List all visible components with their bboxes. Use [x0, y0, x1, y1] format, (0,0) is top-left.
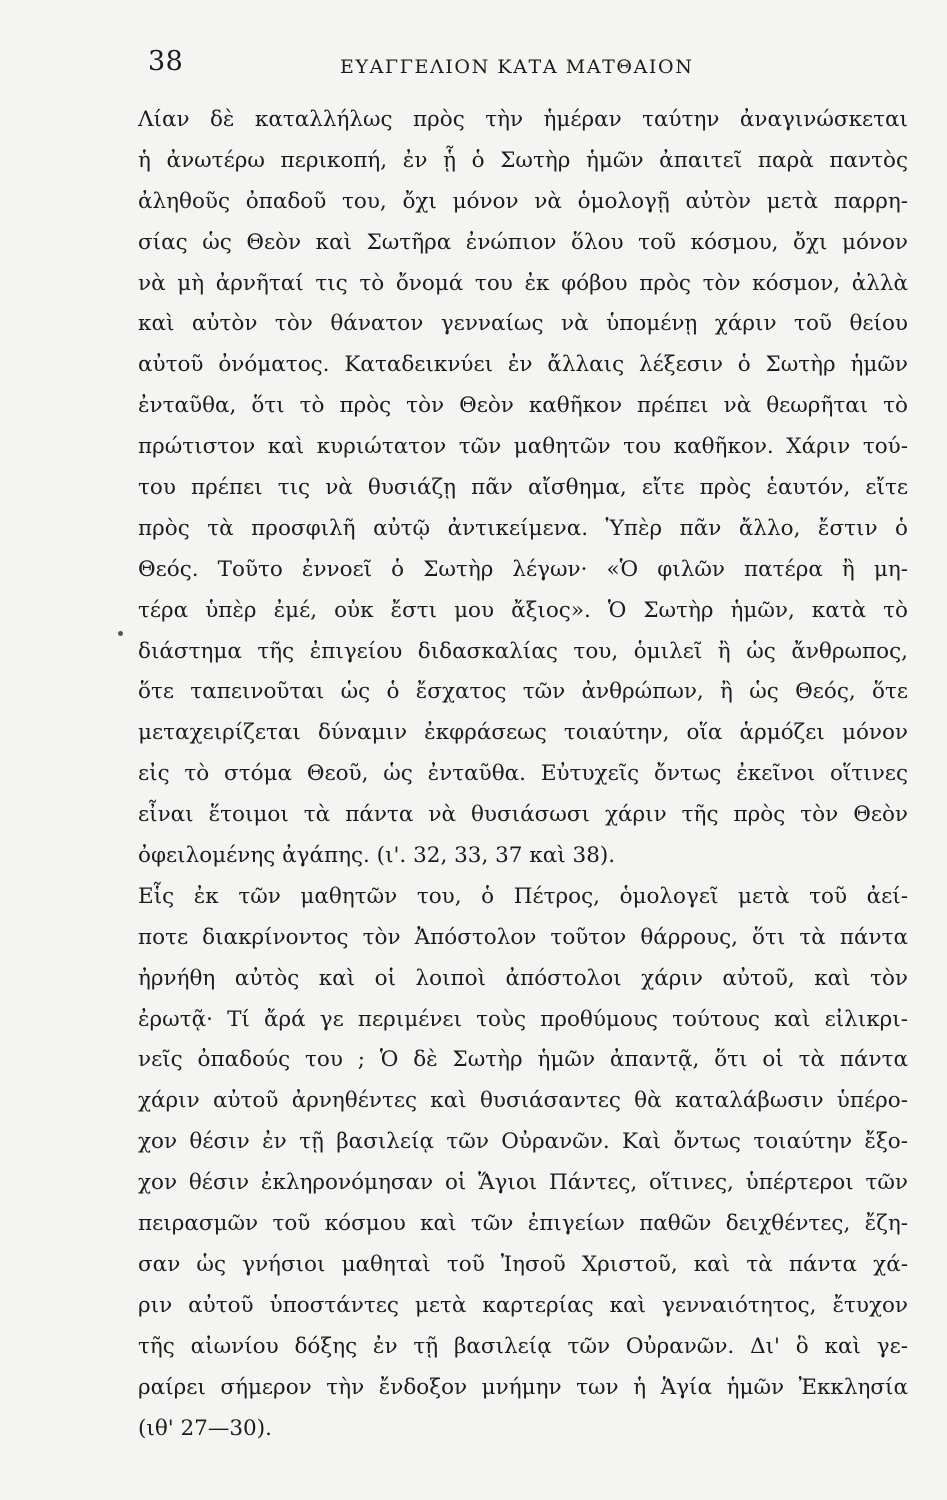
text-line: πειρασμῶν τοῦ κόσμου καὶ τῶν ἐπιγείων παθῶν δειχθέντες, ἔζη- — [138, 1211, 908, 1237]
text-line: ἐνταῦθα, ὅτι τὸ πρὸς τὸν Θεὸν καθῆκον πρέπει νὰ θεωρῆται τὸ — [138, 393, 908, 419]
text-line: ποτε διακρίνοντος τὸν Ἀπόστολον τοῦτον θάρρους, ὅτι τὰ πάντα — [138, 924, 908, 950]
text-line: σαν ὡς γνήσιοι μαθηταὶ τοῦ Ἰησοῦ Χριστοῦ, καὶ τὰ πάντα χά- — [138, 1251, 908, 1277]
text-line: νὰ μὴ ἀρνῆταί τις τὸ ὄνομά του ἐκ φόβου πρὸς τὸν κόσμον, ἀλλὰ — [138, 270, 908, 296]
text-line: αὐτοῦ ὀνόματος. Καταδεικνύει ἐν ἄλλαις λέξεσιν ὁ Σωτὴρ ἡμῶν — [138, 352, 908, 378]
text-line: καὶ αὐτὸν τὸν θάνατον γενναίως νὰ ὑπομένῃ χάριν τοῦ θείου — [138, 311, 908, 337]
page-number: 38 — [148, 46, 184, 77]
text-line: τέρα ὑπὲρ ἐμέ, οὐκ ἔστι μου ἄξιος». Ὁ Σωτὴρ ἡμῶν, κατὰ τὸ — [138, 597, 908, 623]
text-line: διάστημα τῆς ἐπιγείου διδασκαλίας του, ὁμιλεῖ ἢ ὡς ἄνθρωπος, — [138, 638, 908, 664]
text-line: Εἷς ἐκ τῶν μαθητῶν του, ὁ Πέτρος, ὁμολογεῖ μετὰ τοῦ ἀεί- — [138, 883, 908, 909]
text-line: ὅτε ταπεινοῦται ὡς ὁ ἔσχατος τῶν ἀνθρώπων, ἢ ὡς Θεός, ὅτε — [138, 679, 908, 705]
text-line: εἰς τὸ στόμα Θεοῦ, ὡς ἐνταῦθα. Εὐτυχεῖς ὄντως ἐκεῖνοι οἵτινες — [138, 761, 908, 787]
text-line: πρώτιστον καὶ κυριώτατον τῶν μαθητῶν του καθῆκον. Χάριν τού- — [138, 434, 908, 460]
text-line: Λίαν δὲ καταλλήλως πρὸς τὴν ἡμέραν ταύτην ἀναγινώσκεται — [138, 107, 908, 132]
text-line: σίας ὡς Θεὸν καὶ Σωτῆρα ἐνώπιον ὅλου τοῦ κόσμου, ὄχι μόνον — [138, 229, 908, 255]
body-text — [138, 100, 908, 1449]
text-line: χον θέσιν ἐν τῇ βασιλείᾳ τῶν Οὐρανῶν. Καὶ ὄντως τοιαύτην ἔξο- — [138, 1129, 908, 1155]
text-line: τῆς αἰωνίου δόξης ἐν τῇ βασιλείᾳ τῶν Οὐρανῶν. Δι' ὃ καὶ γε- — [138, 1333, 908, 1359]
text-line: ἀληθοῦς ὀπαδοῦ του, ὄχι μόνον νὰ ὁμολογῇ αὐτὸν μετὰ παρρη- — [138, 188, 908, 214]
text-line: μεταχειρίζεται δύναμιν ἐκφράσεως τοιαύτην, οἵα ἁρμόζει μόνον — [138, 720, 908, 746]
text-line: νεῖς ὀπαδούς του ; Ὁ δὲ Σωτὴρ ἡμῶν ἀπαντᾷ, ὅτι οἱ τὰ πάντα — [138, 1047, 908, 1073]
text-line: εἶναι ἕτοιμοι τὰ πάντα νὰ θυσιάσωσι χάριν τῆς πρὸς τὸν Θεὸν — [138, 802, 908, 828]
text-line: του πρέπει τις νὰ θυσιάζῃ πᾶν αἴσθημα, εἴτε πρὸς ἑαυτόν, εἴτε — [138, 475, 908, 501]
page-header — [0, 46, 947, 86]
text-line: ἡ ἀνωτέρω περικοπή, ἐν ᾗ ὁ Σωτὴρ ἡμῶν ἀπαιτεῖ παρὰ παντὸς — [138, 147, 908, 173]
text-line: ἐρωτᾷ· Τί ἄρά γε περιμένει τοὺς προθύμους τούτους καὶ εἰλικρι- — [138, 1006, 908, 1032]
text-line: ραίρει σήμερον τὴν ἔνδοξον μνήμην των ἡ Ἁγία ἡμῶν Ἐκκλησία — [138, 1374, 908, 1400]
text-line: χον θέσιν ἐκληρονόμησαν οἱ Ἅγιοι Πάντες, οἵτινες, ὑπέρτεροι τῶν — [138, 1170, 908, 1196]
text-line: Θεός. Τοῦτο ἐννοεῖ ὁ Σωτὴρ λέγων· «Ὁ φιλῶν πατέρα ἢ μη- — [138, 556, 908, 582]
text-line: πρὸς τὰ προσφιλῆ αὐτῷ ἀντικείμενα. Ὑπὲρ πᾶν ἄλλο, ἔστιν ὁ — [138, 515, 908, 541]
margin-mark — [118, 631, 123, 636]
running-title: ΕΥΑΓΓΕΛΙΟΝ ΚΑΤΑ ΜΑΤΘΑΙΟΝ — [340, 56, 694, 78]
text-line: χάριν αὐτοῦ ἀρνηθέντες καὶ θυσιάσαντες θὰ καταλάβωσιν ὑπέρο- — [138, 1088, 908, 1114]
text-line: ριν αὐτοῦ ὑποστάντες μετὰ καρτερίας καὶ γενναιότητος, ἔτυχον — [138, 1292, 908, 1318]
text-line: (ιθ' 27—30). — [138, 1415, 272, 1441]
text-line: ὀφειλομένης ἀγάπης. (ι'. 32, 33, 37 καὶ 38). — [138, 843, 616, 869]
text-line: ἠρνήθη αὐτὸς καὶ οἱ λοιποὶ ἀπόστολοι χάριν αὐτοῦ, καὶ τὸν — [138, 965, 908, 991]
